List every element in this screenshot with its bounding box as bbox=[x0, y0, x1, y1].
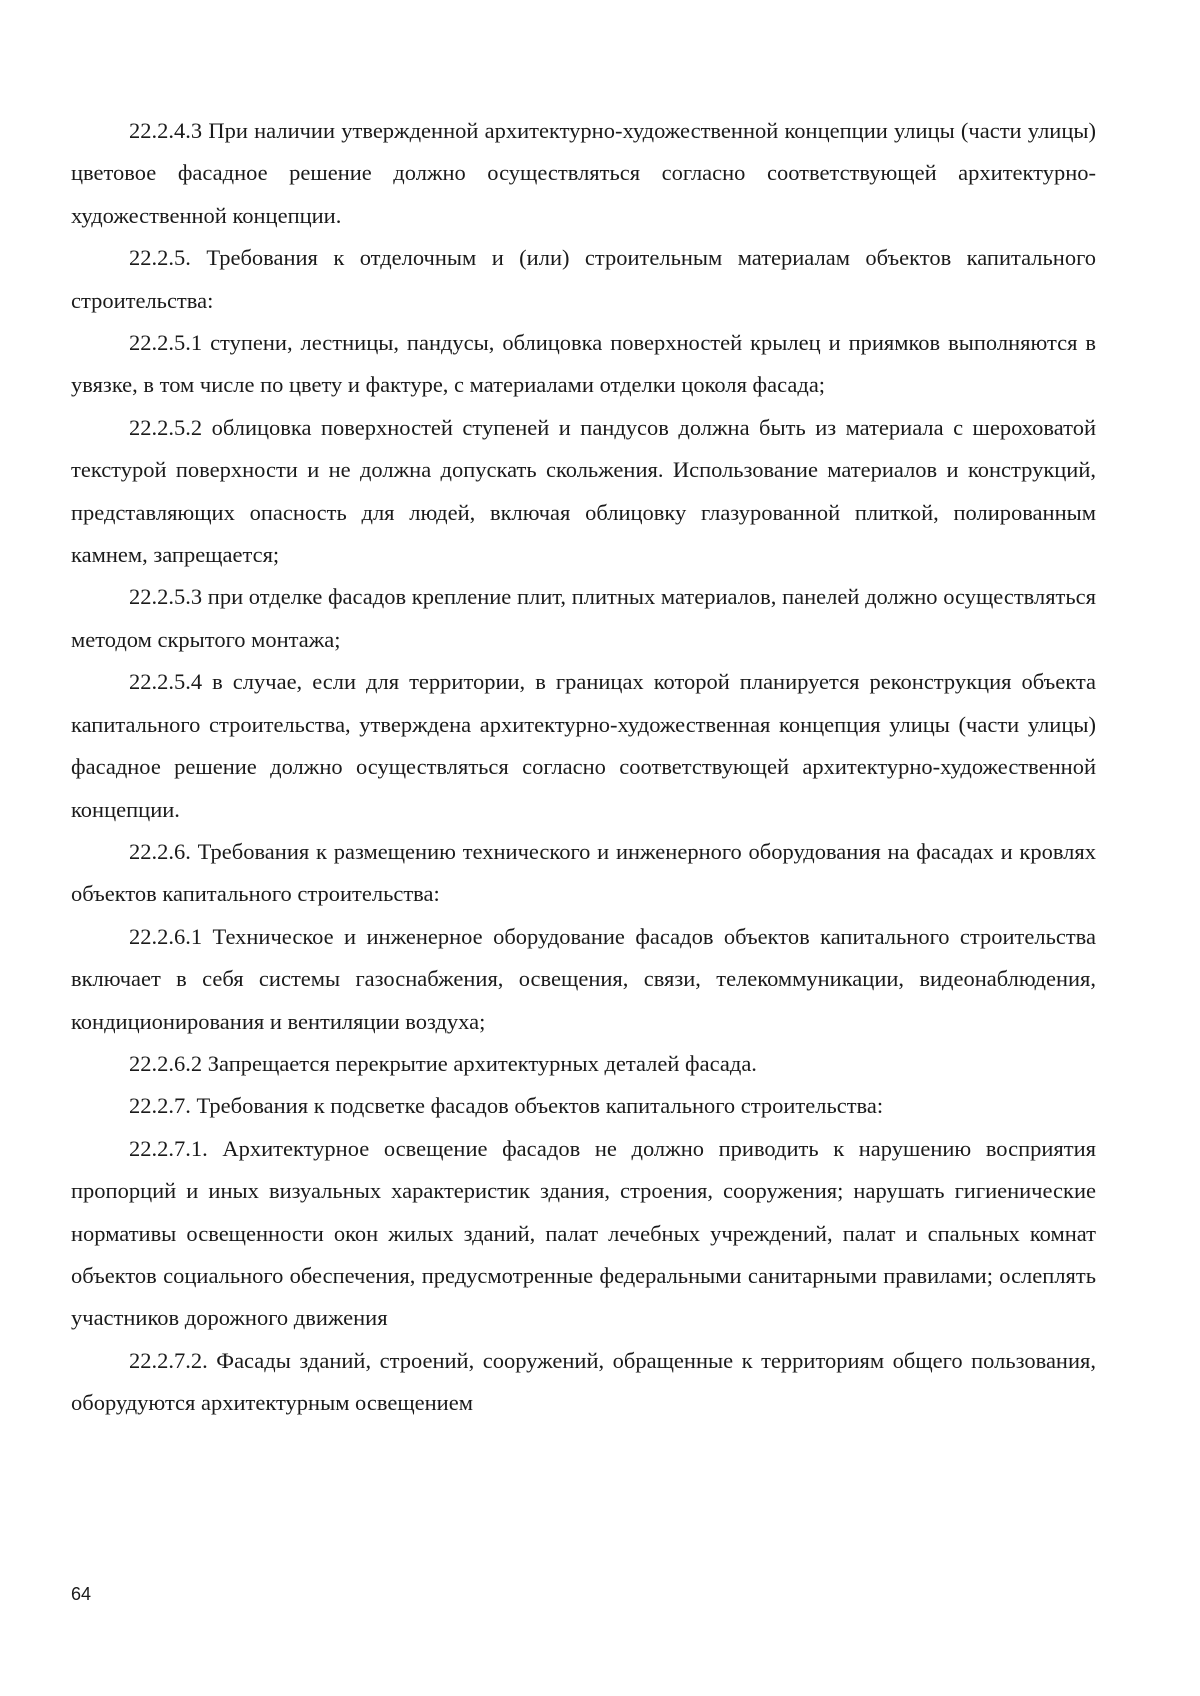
paragraph-22-2-5-1: 22.2.5.1 ступени, лестницы, пандусы, облицовка поверхностей крылец и приямков выполняются в увязке, в том числе по цвету и фактуре, с материалами отделки цоколя фасада; bbox=[71, 330, 1096, 398]
paragraph-22-2-7-2: 22.2.7.2. Фасады зданий, строений, сооружений, обращенные к территориям общего пользования, оборудуются архитектурным освещением bbox=[71, 1347, 1096, 1416]
paragraph-22-2-5-4: 22.2.5.4 в случае, если для территории, в границах которой планируется реконструкция объекта капитального строительства, утверждена архитектурно-художественная концепция улицы (части улицы) фасадное решение должно осуществляться согласно соответствующей архитектурно-художественной концепции. bbox=[71, 669, 1096, 822]
page-number: 64 bbox=[71, 1584, 92, 1604]
document-body bbox=[71, 110, 1096, 1425]
paragraph-22-2-5-2: 22.2.5.2 облицовка поверхностей ступеней и пандусов должна быть из материала с шероховатой текстурой поверхности и не должна допускать скольжения. Использование материалов и конструкций, представляющих опасность для людей, включая облицовку глазурованной плиткой, полированным камнем, запрещается; bbox=[71, 414, 1096, 568]
paragraph-22-2-6: 22.2.6. Требования к размещению технического и инженерного оборудования на фасадах и кровлях объектов капитального строительства: bbox=[71, 838, 1096, 907]
paragraph-22-2-5-3: 22.2.5.3 при отделке фасадов крепление плит, плитных материалов, панелей должно осуществляться методом скрытого монтажа; bbox=[71, 584, 1096, 652]
paragraph-22-2-7-1: 22.2.7.1. Архитектурное освещение фасадов не должно приводить к нарушению восприятия пропорций и иных визуальных характеристик здания, строения, сооружения; нарушать гигиенические нормативы освещенности окон жилых зданий, палат лечебных учреждений, палат и спальных комнат объектов социального обеспечения, предусмотренные федеральными санитарными правилами; ослеплять участников дорожного движения bbox=[71, 1135, 1096, 1331]
paragraph-22-2-7: 22.2.7. Требования к подсветке фасадов объектов капитального строительства: bbox=[129, 1093, 884, 1119]
paragraph-22-2-6-1: 22.2.6.1 Техническое и инженерное оборудование фасадов объектов капитального строительства включает в себя системы газоснабжения, освещения, связи, телекоммуникации, видеонаблюдения, кондиционирования и вентиляции воздуха; bbox=[71, 923, 1096, 1034]
paragraph-22-2-6-2: 22.2.6.2 Запрещается перекрытие архитектурных деталей фасада. bbox=[129, 1050, 757, 1076]
paragraph-22-2-5: 22.2.5. Требования к отделочным и (или) строительным материалам объектов капитального строительства: bbox=[71, 245, 1096, 313]
paragraph-22-2-4-3: 22.2.4.3 При наличии утвержденной архитектурно-художественной концепции улицы (части улицы) цветовое фасадное решение должно осуществляться согласно соответствующей архитектурно-художественной концепции. bbox=[71, 118, 1096, 228]
